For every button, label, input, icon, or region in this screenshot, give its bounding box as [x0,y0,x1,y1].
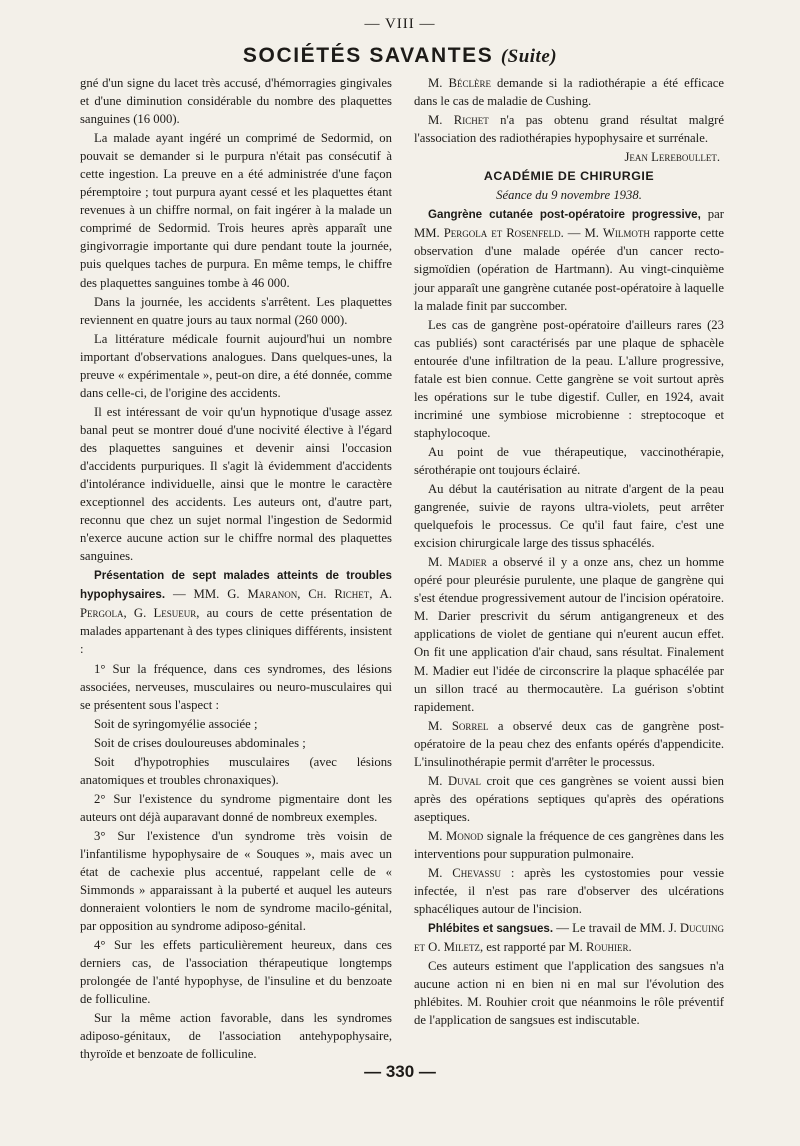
text: a observé il y a onze ans, chez un homme opéré pour pleurésie purulente, une plaque de gangrène qui s'est étendue progressivement autour de l'incision opératoire. M. Darier prescrivit du sérum antigangreneux et des applications de violet de gentiane qui n'eurent aucun effet. On fit une application d'air chaud, sans résultat. Finalement M. Madier eut l'idée de circonscrire la plaque sphacélée par un sillon tracé au thermocautère. La guérison s'obtint rapidement. [414,555,724,714]
author-name: Chevassu [452,866,502,881]
text: M. [428,718,452,733]
text: — M. [563,226,603,241]
author-name: Duval [448,773,481,788]
text: par MM. [414,207,724,241]
paragraph: Soit d'hypotrophies musculaires (avec lésions anatomiques et troubles chronaxiques). [80,754,392,787]
signature: Jean Lereboullet. [624,150,720,165]
paragraph-presentation [80,566,392,658]
text: a observé deux cas de gangrène post-opératoire de la peau chez des enfants opérés d'appendicite. L'insulinothérapie permit d'arrêter le processus. [414,718,725,769]
paragraph [414,827,724,863]
author-names: G. Maranon, Ch. Richet, A. Pergola, G. Lesueur, [80,587,393,621]
text: — Le travail de MM. [553,921,669,936]
author-name: Béclère [448,76,491,90]
paragraph: La malade ayant ingéré un comprimé de Sedormid, on pouvait se demander si le purpura n'était pas consécutif à cette ingestion. La preuve en a été administrée d'une façon péremptoire ; tout purpura ayant cessé et les plaquettes étant revenues à un chiffre normal, on fait ingérer à la malade un comprimé de Sedormid. Trois heures après apparaît une gingivorragie importante qui dure pendant toute la journée, puis quelques taches de purpura. En même temps, le chiffre des plaquettes sanguines tombe à 46 000. [80,131,392,290]
paragraph [414,553,724,715]
presentation-heading: Présentation de sept malades atteints de troubles hypophysaires. [80,569,392,602]
page-title [0,44,800,68]
text: M. [428,866,453,881]
section-heading: ACADÉMIE DE CHIRURGIE [483,169,655,184]
paragraph [414,111,724,147]
text: M. [428,76,449,90]
text: M. [428,773,448,788]
paragraph: Dans la journée, les accidents s'arrêtent. Les plaquettes reviennent en quatre jours au taux normal (260 000). [80,294,392,327]
paragraph: 3° Sur l'existence d'un syndrome très voisin de l'infantilisme hypophysaire de « Souques », mais avec un état de cachexie plus accentué, rappelant celle de « Simmonds » apparaissant à la puberté et auquel les auteurs donneraient volontiers le nom de syndrome macilo-génital, par opposition au syndrome adiposo-génital. [80,828,392,934]
text: signale la fréquence de ces gangrènes dans les interventions pour suppuration pulmonaire. [414,828,724,861]
paragraph-gangrene [414,205,724,314]
paragraph: Les cas de gangrène post-opératoire d'ailleurs rares (23 cas publiés) sont caractérisés par une plaque de sphacèle entourée d'une infiltration de la peau. L'allure progressive, fatale est bien connue. Cette gangrène se voit surtout après les opérations sur le tube digestif. Culler, en 1924, avait incriminé une symbiose microbienne : streptocoque et staphylocoque. [414,317,724,440]
page-number: — 330 — [364,1062,436,1081]
author-name: Richet [453,113,489,128]
paragraph: Au point de vue thérapeutique, vaccinothérapie, sérothérapie ont toujours éclairé. [414,444,724,477]
author-names: Pergola et Rosenfeld. [443,226,564,241]
phlebites-heading: Phlébites et sangsues. [428,922,554,936]
paragraph [414,864,724,918]
paragraph: gné d'un signe du lacet très accusé, d'hémorragies gingivales et d'une diminution considérable du nombre des plaquettes sanguines (16 000). [80,76,392,127]
paragraph: Il est intéressant de voir qu'un hypnotique d'usage assez banal peut se montrer doué d'une nocivité élective à l'égard des plaquettes sanguines et devenir ainsi l'occasion d'accidents purpuriques. Il s'agit là évidemment d'accidents d'intolérance individuelle, ainsi que le montre le caractère exceptionnel des accidents. Les auteurs ont, d'autre part, reconnu que chez un sujet normal l'ingestion de Sedormid n'exerce aucune action sur le chiffre normal des plaquettes sanguines. [80,404,392,564]
paragraph: 1° Sur la fréquence, dans ces syndromes, des lésions associées, nerveuses, musculaires ou neuro-musculaires qui se présentent sous l'aspect : [80,661,392,712]
text: est rapporté par M. [483,940,587,955]
text: demande si la radiothérapie a été efficace dans le cas de maladie de Cushing. [414,76,724,109]
text: M. [428,828,447,843]
right-column [414,74,724,1030]
paragraph: Ces auteurs estiment que l'application des sangsues n'a aucune action ni en bien ni en mal sur l'évolution des phlébites. M. Rouhier croit que néanmoins le rôle préventif de l'application de sangsues est indiscutable. [414,959,724,1028]
paragraph [414,717,724,771]
title-main: SOCIÉTÉS SAVANTES [242,44,494,67]
paragraph: La littérature médicale fournit aujourd'hui un nombre important d'observations analogues. Dans quelques-unes, la preuve « expérimentale », peut-on dire, a été donnée, comme dans celle-ci, de l'origine des accidents. [80,331,392,400]
paragraph: Soit de syringomyélie associée ; [94,716,258,731]
session-date: Séance du 9 novembre 1938. [496,188,642,203]
paragraph: 4° Sur les effets particulièrement heureux, dans ces derniers cas, de l'association thérapeutique longtemps prolongée de l'anté hypophyse, de l'insuline et du benzoate de folliculine. [80,938,392,1007]
author-names: J. Ducuing et O. Miletz, [414,921,724,955]
author-name: Sorrel [451,718,489,733]
text: n'a pas obtenu grand résultat malgré l'association des radiothérapies hypophysaire et surrénale. [414,113,724,146]
paragraph-phlebites [414,919,724,956]
text: croit que ces gangrènes se voient aussi bien après des opérations septiques qu'après des opérations aseptiques. [414,773,725,824]
text: rapporte cette observation d'une malade opérée d'un cancer recto-sigmoïdien (opération de Hartmann). Au vingt-cinquième jour apparaît une gangrène cutanée post-opératoire à laquelle la malade finit par succomber. [414,226,724,313]
gangrene-heading: Gangrène cutanée post-opératoire progressive, [428,208,701,222]
text: : après les cystostomies pour vessie infectée, il n'est pas rare d'observer des ulcérations sphacéliques autour de l'incision. [414,866,725,917]
paragraph: Au début la cautérisation au nitrate d'argent de la peau gangrenée, suivie de rayons ultra-violets, peut arrêter quelquefois le processus. Ce qu'il faut faire, c'est une excision chirurgicale large des tissus sphacélés. [414,482,724,551]
paragraph [414,74,724,110]
header-roman-page-number: — VIII — [364,16,436,32]
author-name: Wilmoth [602,226,650,241]
text: M. [428,555,448,570]
paragraph: Sur la même action favorable, dans les syndromes adiposo-génitaux, de l'association antehypophysaire, thyroïde et benzoate de folliculine. [80,1011,392,1062]
author-name: Madier [447,555,487,570]
text: M. [428,113,454,128]
left-column [80,74,392,1065]
paragraph [414,772,724,826]
author-name: Rouhier. [586,940,632,955]
paragraph: Soit de crises douloureuses abdominales ; [94,735,306,750]
paragraph: 2° Sur l'existence du syndrome pigmentaire dont les auteurs ont déjà auparavant donné de nombreux exemples. [80,791,392,824]
dash-text: — MM. [165,587,228,602]
paragraph-text: au cours de cette présentation de malades appartenant à des types cliniques différents, insistent : [80,606,393,657]
title-suffix: (Suite) [500,46,558,67]
author-name: Monod [446,828,484,843]
